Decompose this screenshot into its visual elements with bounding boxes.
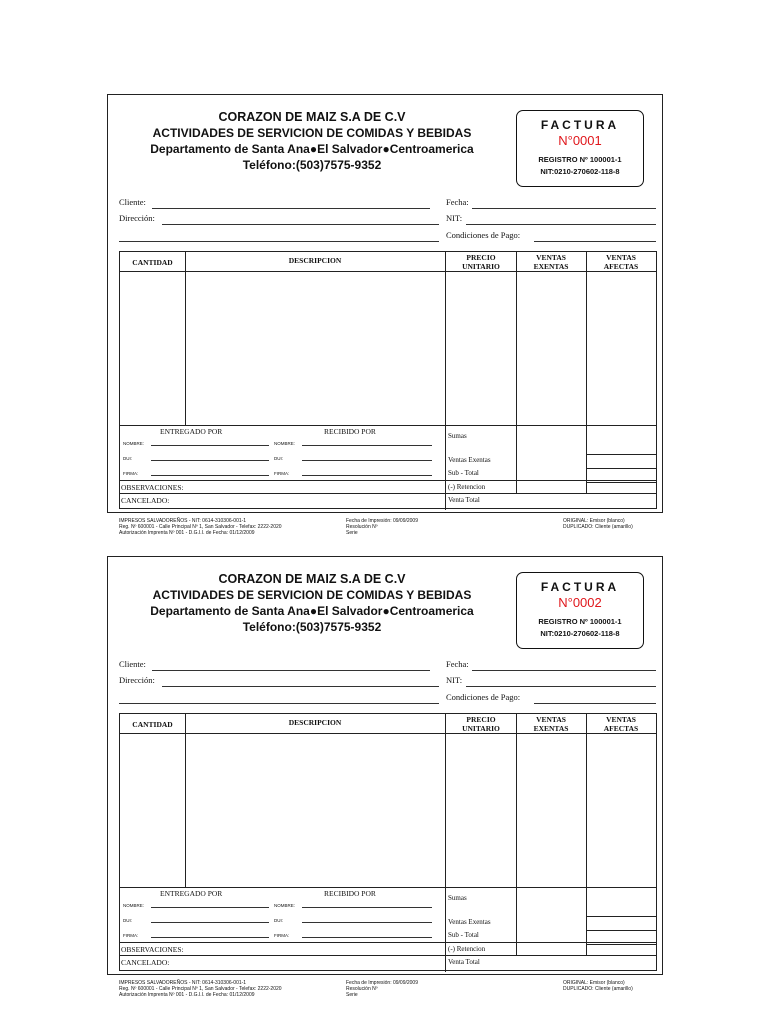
condiciones-label: Condiciones de Pago:	[446, 230, 521, 240]
imprint-line2: Reg. Nº 600001 - Calle Principal Nº 1, San Salvador - Telefax: 2222-2020	[119, 986, 282, 992]
imprint-copies	[563, 518, 633, 530]
company-name: CORAZON DE MAIZ S.A DE C.V	[218, 572, 406, 586]
factura-box	[516, 110, 644, 187]
firma-label-2: FIRMA:	[274, 471, 290, 476]
factura-title: FACTURA	[540, 580, 620, 594]
entregado-por: ENTREGADO POR	[160, 427, 223, 436]
factura-nit: NIT:0210-270602-118-8	[540, 629, 620, 638]
company-activity: ACTIVIDADES DE SERVICION DE COMIDAS Y BEBIDAS	[152, 126, 472, 140]
th-cantidad: CANTIDAD	[132, 720, 173, 729]
cancelado-label: CANCELADO:	[121, 496, 170, 505]
subtotal-label: Sub - Total	[448, 931, 479, 939]
nit-field[interactable]	[466, 686, 656, 687]
items-table	[119, 713, 657, 971]
retencion-label: (-) Retencion	[448, 483, 486, 491]
imprint-duplicado: DUPLICADO: Cliente (amarillo)	[563, 986, 633, 992]
imprint-line3: Autorización Imprenta Nº 001 - D.G.I.I. de Fecha: 01/12/2009	[119, 530, 255, 536]
venta-total-label: Venta Total	[448, 496, 480, 504]
items-table	[119, 251, 657, 509]
ventas-exentas-label: Ventas Exentas	[448, 456, 491, 464]
company-phone: Teléfono:(503)7575-9352	[242, 158, 382, 172]
firma-line-2[interactable]	[302, 475, 432, 476]
imprint-original: ORIGINAL: Emisor (blanco)	[563, 518, 625, 524]
th-exentas: VENTAS EXENTAS	[533, 253, 569, 271]
condiciones-label: Condiciones de Pago:	[446, 692, 521, 702]
fecha-field[interactable]	[472, 670, 656, 671]
direccion-field[interactable]	[162, 224, 439, 225]
nombre-line-2[interactable]	[302, 445, 432, 446]
nombre-label-2: NOMBRE:	[274, 441, 296, 446]
imprint-copies	[563, 980, 633, 992]
dui-line[interactable]	[151, 460, 269, 461]
cancelado-label: CANCELADO:	[121, 958, 170, 967]
cliente-field[interactable]	[152, 670, 430, 671]
imprint-print-info	[346, 980, 418, 998]
fecha-label: Fecha:	[446, 659, 469, 669]
dui-label: DUI:	[123, 456, 132, 461]
nombre-label: NOMBRE:	[123, 903, 145, 908]
imprint-original: ORIGINAL: Emisor (blanco)	[563, 980, 625, 986]
ventas-exentas-label: Ventas Exentas	[448, 918, 491, 926]
factura-title: FACTURA	[540, 118, 620, 132]
th-afectas: VENTAS AFECTAS	[603, 715, 639, 733]
imprint-serie: Serie	[346, 992, 358, 998]
condiciones-field[interactable]	[534, 703, 656, 704]
nombre-line-2[interactable]	[302, 907, 432, 908]
nombre-line[interactable]	[151, 907, 269, 908]
factura-box	[516, 572, 644, 649]
imprint-serie: Serie	[346, 530, 358, 536]
dui-label-2: DUI:	[274, 456, 283, 461]
nit-label: NIT:	[446, 675, 463, 685]
recibido-por: RECIBIDO POR	[324, 427, 376, 436]
th-exentas: VENTAS EXENTAS	[533, 715, 569, 733]
dui-line[interactable]	[151, 922, 269, 923]
th-precio: PRECIO UNITARIO	[462, 253, 500, 271]
company-phone: Teléfono:(503)7575-9352	[242, 620, 382, 634]
invoice-header	[108, 571, 516, 635]
direccion-field-2[interactable]	[119, 241, 439, 242]
direccion-label: Dirección:	[119, 675, 155, 685]
factura-number: N°0001	[558, 133, 602, 148]
company-location: Departamento de Santa Ana●El Salvador●Centroamerica	[150, 604, 474, 618]
th-descripcion: DESCRIPCION	[288, 718, 342, 727]
imprint-line2: Reg. Nº 600001 - Calle Principal Nº 1, San Salvador - Telefax: 2222-2020	[119, 524, 282, 530]
observaciones-label: OBSERVACIONES:	[121, 945, 184, 954]
firma-label-2: FIRMA:	[274, 933, 290, 938]
observaciones-label: OBSERVACIONES:	[121, 483, 184, 492]
nombre-label-2: NOMBRE:	[274, 903, 296, 908]
nit-field[interactable]	[466, 224, 656, 225]
fecha-label: Fecha:	[446, 197, 469, 207]
company-location: Departamento de Santa Ana●El Salvador●Centroamerica	[150, 142, 474, 156]
direccion-field-2[interactable]	[119, 703, 439, 704]
imprint-line3: Autorización Imprenta Nº 001 - D.G.I.I. de Fecha: 01/12/2009	[119, 992, 255, 998]
entregado-por: ENTREGADO POR	[160, 889, 223, 898]
imprint-block	[119, 980, 282, 998]
condiciones-field[interactable]	[534, 241, 656, 242]
firma-line[interactable]	[151, 475, 269, 476]
th-precio: PRECIO UNITARIO	[462, 715, 500, 733]
dui-label: DUI:	[123, 918, 132, 923]
firma-line[interactable]	[151, 937, 269, 938]
th-afectas: VENTAS AFECTAS	[603, 253, 639, 271]
company-activity: ACTIVIDADES DE SERVICION DE COMIDAS Y BEBIDAS	[152, 588, 472, 602]
factura-registro: REGISTRO Nº 100001-1	[538, 617, 622, 626]
direccion-label: Dirección:	[119, 213, 155, 223]
dui-line-2[interactable]	[302, 460, 432, 461]
firma-line-2[interactable]	[302, 937, 432, 938]
imprint-line1: IMPRESOS SALVADOREÑOS - NIT: 0614-310306-001-1	[119, 518, 247, 524]
dui-line-2[interactable]	[302, 922, 432, 923]
imprint-duplicado: DUPLICADO: Cliente (amarillo)	[563, 524, 633, 530]
invoice-header	[108, 109, 516, 173]
nit-label: NIT:	[446, 213, 463, 223]
company-name: CORAZON DE MAIZ S.A DE C.V	[218, 110, 406, 124]
imprint-resolucion: Resolución Nº	[346, 986, 378, 992]
recibido-por: RECIBIDO POR	[324, 889, 376, 898]
retencion-label: (-) Retencion	[448, 945, 486, 953]
imprint-print-info	[346, 518, 418, 536]
cliente-label: Cliente:	[119, 197, 146, 207]
venta-total-label: Venta Total	[448, 958, 480, 966]
th-descripcion: DESCRIPCION	[288, 256, 342, 265]
fecha-field[interactable]	[472, 208, 656, 209]
cliente-field[interactable]	[152, 208, 430, 209]
dui-label-2: DUI:	[274, 918, 283, 923]
nombre-label: NOMBRE:	[123, 441, 145, 446]
firma-label: FIRMA:	[123, 933, 139, 938]
imprint-fecha: Fecha de Impresión: 09/09/2009	[346, 518, 418, 524]
sumas-label: Sumas	[448, 894, 467, 902]
imprint-block	[119, 518, 282, 536]
sumas-label: Sumas	[448, 432, 467, 440]
firma-label: FIRMA:	[123, 471, 139, 476]
direccion-field[interactable]	[162, 686, 439, 687]
nombre-line[interactable]	[151, 445, 269, 446]
imprint-line1: IMPRESOS SALVADOREÑOS - NIT: 0614-310306-001-1	[119, 980, 247, 986]
factura-nit: NIT:0210-270602-118-8	[540, 167, 620, 176]
imprint-fecha: Fecha de Impresión: 09/09/2009	[346, 980, 418, 986]
cliente-label: Cliente:	[119, 659, 146, 669]
th-cantidad: CANTIDAD	[132, 258, 173, 267]
factura-registro: REGISTRO Nº 100001-1	[538, 155, 622, 164]
subtotal-label: Sub - Total	[448, 469, 479, 477]
invoice-1	[107, 94, 663, 536]
factura-number: N°0002	[558, 595, 602, 610]
imprint-resolucion: Resolución Nº	[346, 524, 378, 530]
invoice-2	[107, 556, 663, 998]
